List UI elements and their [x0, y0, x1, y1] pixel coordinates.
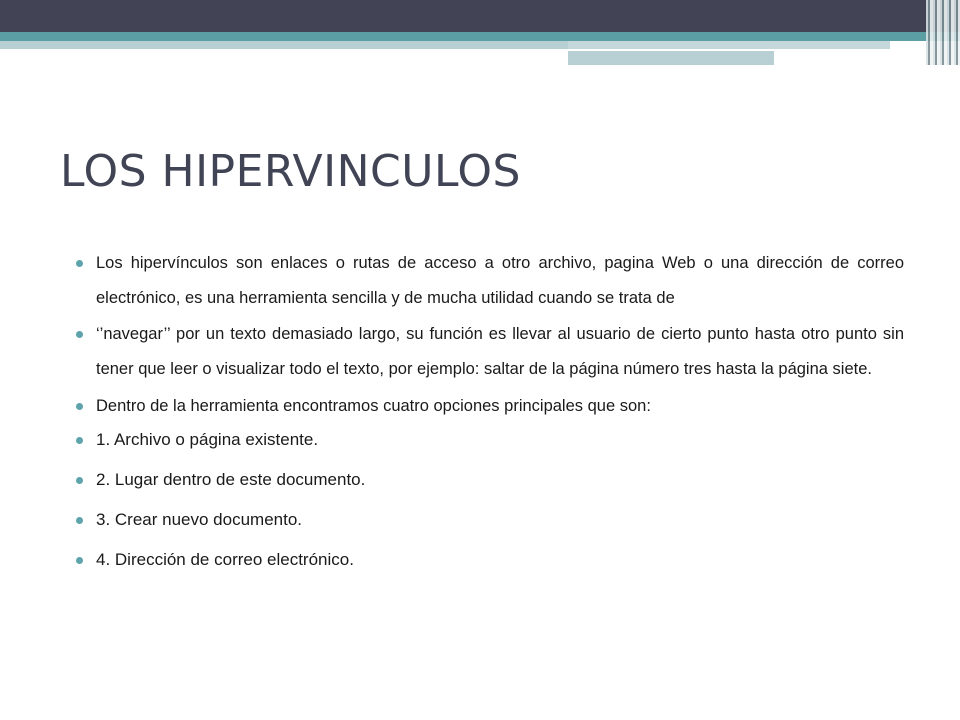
bullet-item	[76, 468, 904, 492]
bullet-dot-icon	[76, 403, 83, 410]
slide-title: LOS HIPERVINCULOS	[60, 146, 521, 197]
header-stripes	[926, 0, 960, 65]
bullet-item	[76, 317, 904, 387]
slide-content	[76, 246, 904, 588]
bullet-dot-icon	[76, 557, 83, 564]
header-band-light-lower	[568, 51, 774, 65]
bullet-dot-icon	[76, 331, 83, 338]
bullet-item	[76, 548, 904, 572]
header-band-light	[0, 41, 568, 49]
bullet-dot-icon	[76, 260, 83, 267]
bullet-text: Los hipervínculos son enlaces o rutas de acceso a otro archivo, pagina Web o una dirección de correo electrónico, es una herramienta sencilla y de mucha utilidad cuando se trata de	[96, 254, 904, 307]
bullet-text: 1. Archivo o página existente.	[96, 430, 319, 449]
header-band-teal	[0, 32, 960, 41]
bullet-text: ‘’navegar’’ por un texto demasiado largo, su función es llevar al usuario de cierto punto hasta otro punto sin tener que leer o visualizar todo el texto, por ejemplo: saltar de la página número tres hasta la página siete.	[96, 325, 904, 378]
bullet-dot-icon	[76, 517, 83, 524]
bullet-dot-icon	[76, 477, 83, 484]
bullet-dot-icon	[76, 437, 83, 444]
bullet-item	[76, 246, 904, 316]
bullet-text: 2. Lugar dentro de este documento.	[96, 470, 366, 489]
bullet-text: 3. Crear nuevo documento.	[96, 510, 303, 529]
bullet-text: Dentro de la herramienta encontramos cuatro opciones principales que son:	[96, 397, 651, 415]
bullet-item	[76, 508, 904, 532]
bullet-text: 4. Dirección de correo electrónico.	[96, 550, 354, 569]
bullet-item	[76, 428, 904, 452]
header-band-dark	[0, 0, 960, 32]
bullet-item	[76, 394, 904, 418]
